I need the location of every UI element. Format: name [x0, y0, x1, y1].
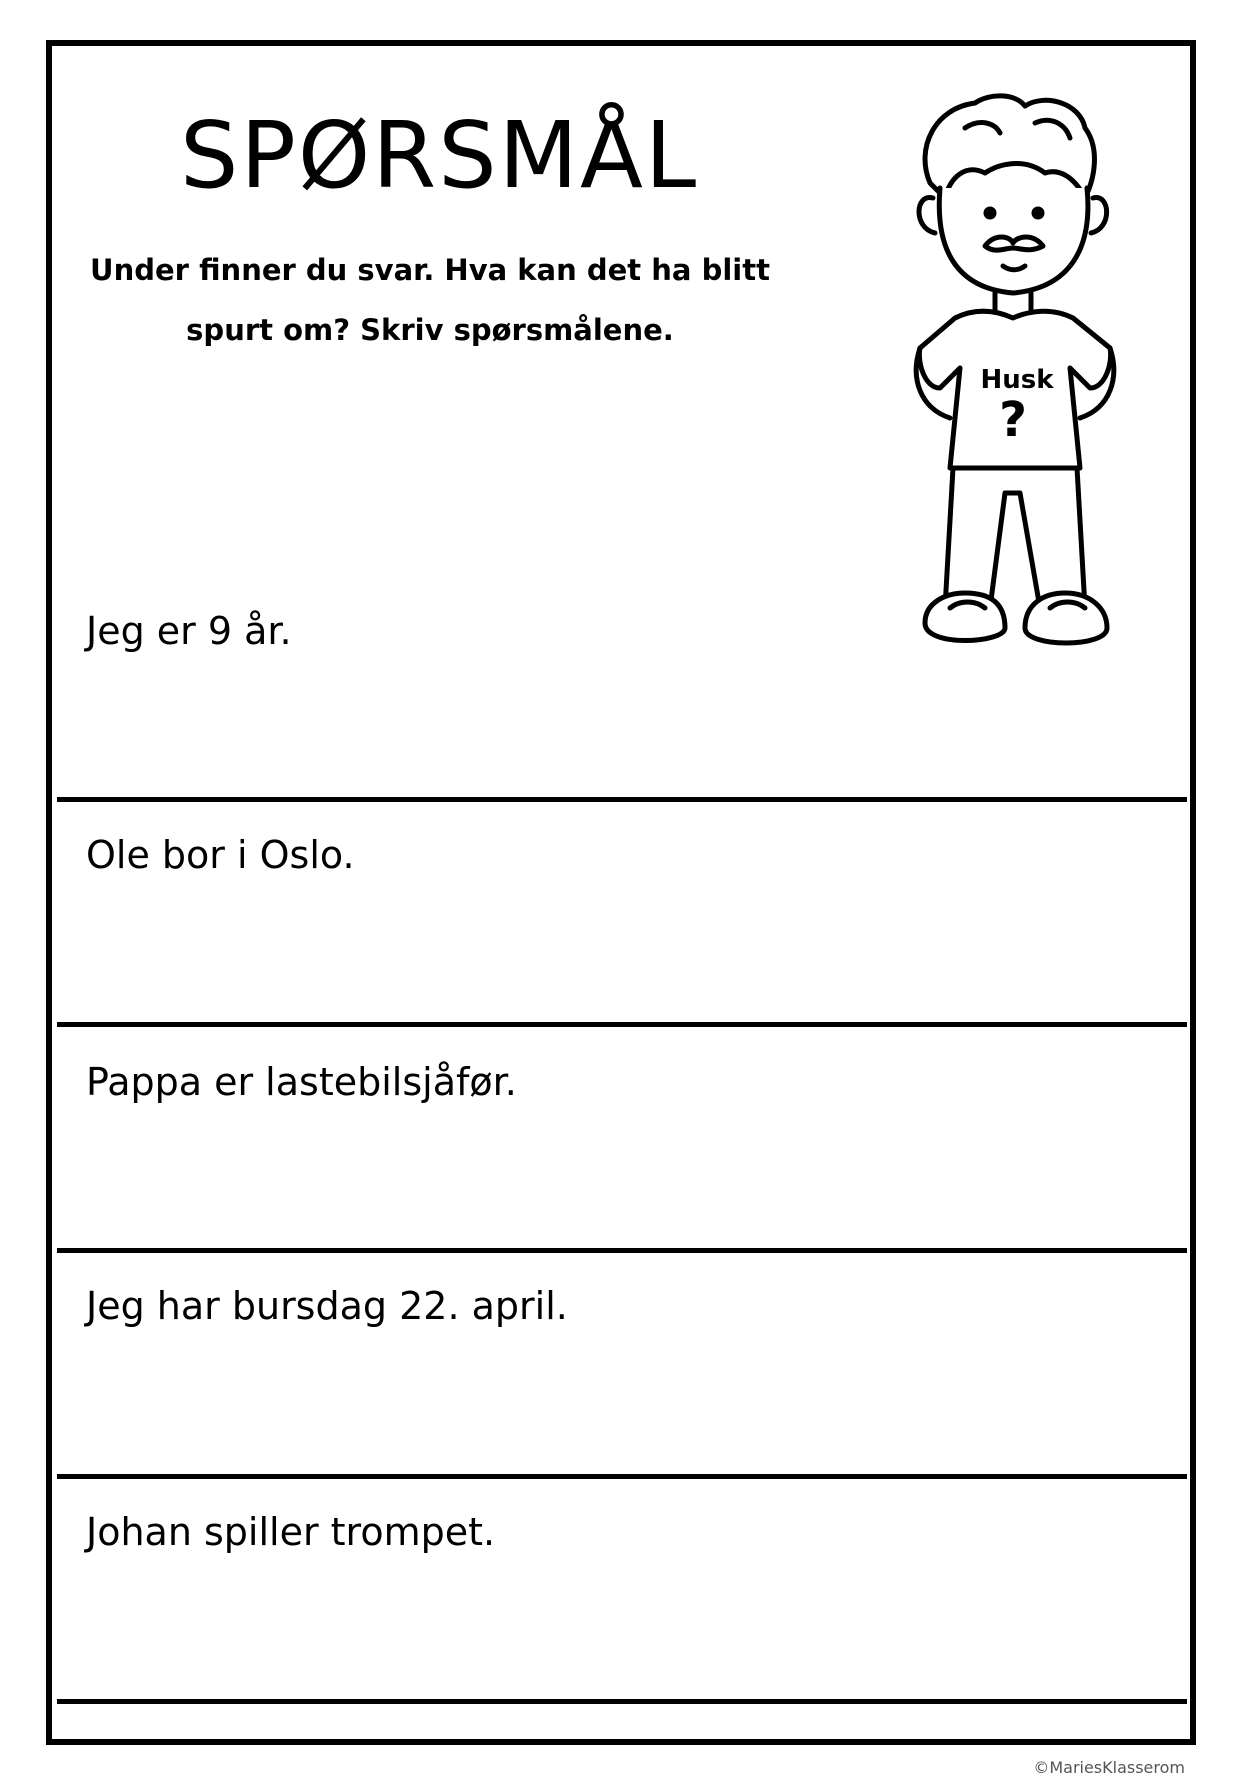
page-title: SPØRSMÅL: [180, 102, 699, 209]
pants-shape: [945, 468, 1085, 608]
writing-line-2[interactable]: [57, 1022, 1187, 1027]
writing-line-5[interactable]: [57, 1699, 1187, 1704]
copyright-notice: ©MariesKlasserom: [1033, 1758, 1185, 1777]
writing-line-1[interactable]: [57, 797, 1187, 802]
shirt-text: Husk: [980, 365, 1054, 395]
instructions-line-2: spurt om? Skriv spørsmålene.: [186, 313, 674, 347]
answer-1: Jeg er 9 år.: [86, 609, 292, 653]
shirt-question-mark: ?: [999, 392, 1027, 448]
answer-2: Ole bor i Oslo.: [86, 833, 355, 877]
writing-line-3[interactable]: [57, 1248, 1187, 1253]
hair-shape: [925, 96, 1094, 198]
answer-5: Johan spiller trompet.: [86, 1510, 496, 1554]
instructions: [80, 240, 780, 360]
writing-line-4[interactable]: [57, 1474, 1187, 1479]
answer-3: Pappa er lastebilsjåfør.: [86, 1060, 517, 1104]
instructions-line-1: Under finner du svar. Hva kan det ha blitt: [90, 253, 770, 287]
boy-illustration: [895, 88, 1135, 658]
answer-4: Jeg har bursdag 22. april.: [86, 1284, 568, 1328]
